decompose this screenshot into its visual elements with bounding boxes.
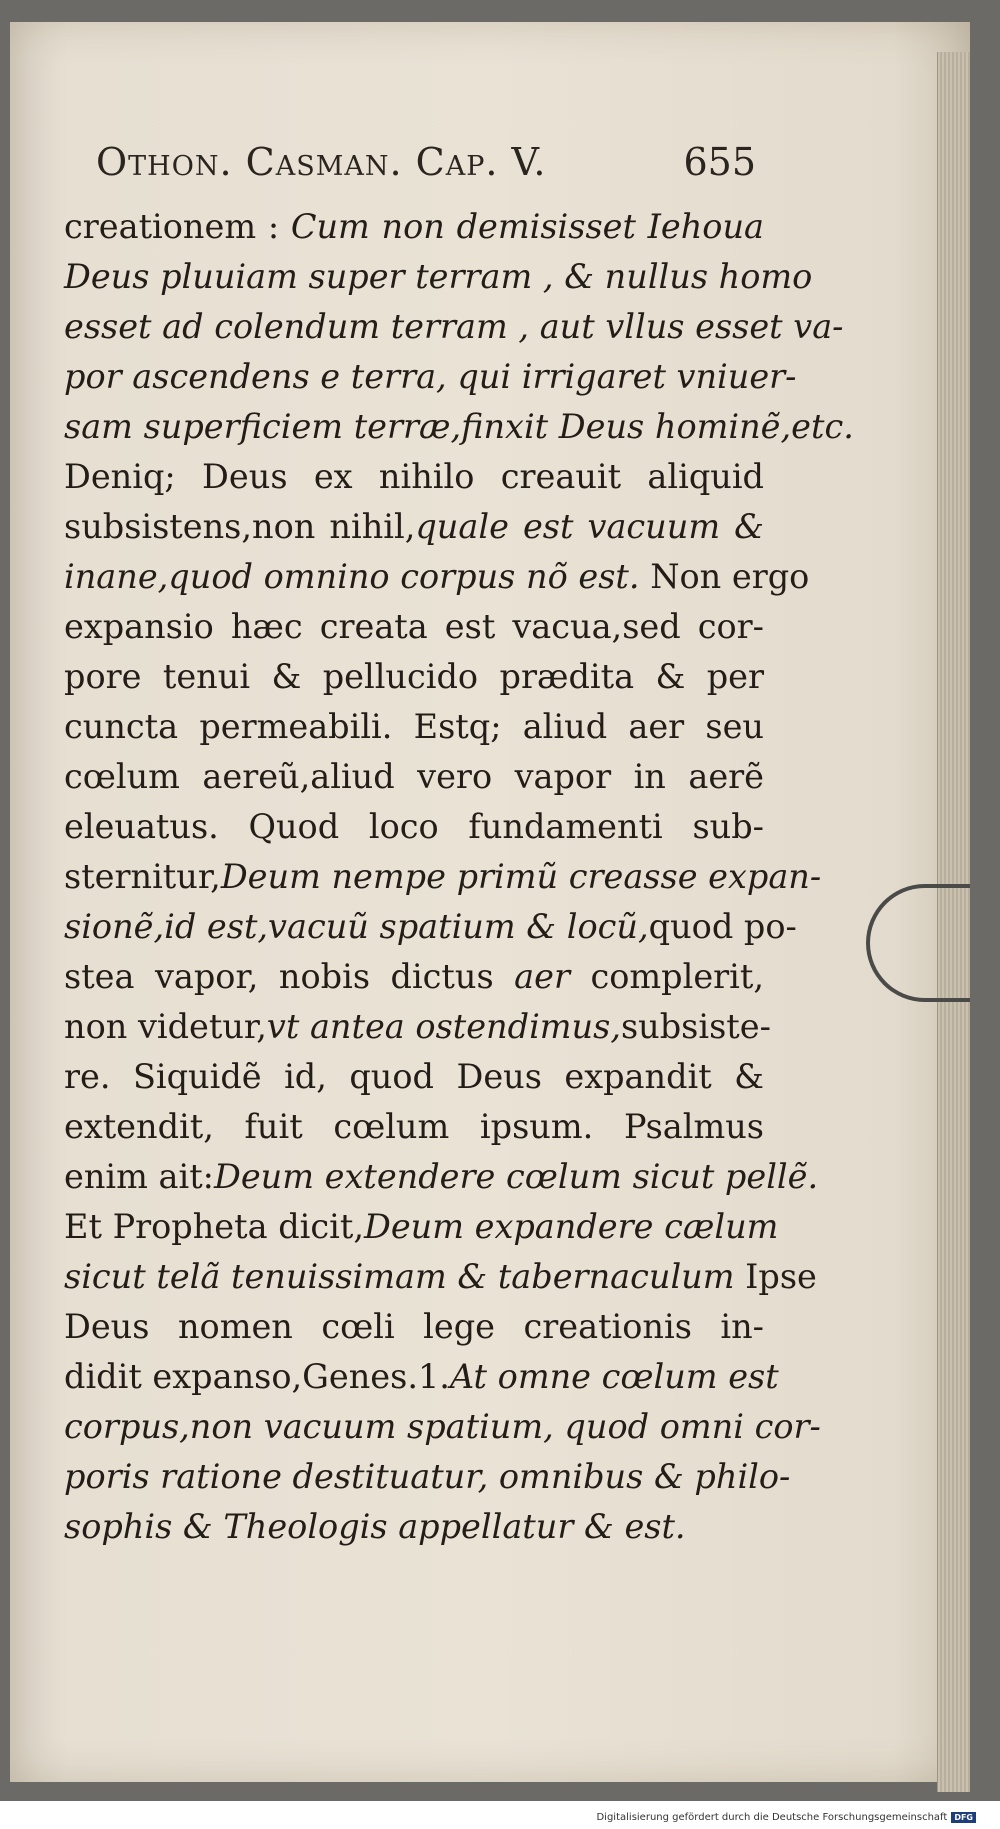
italic-text-segment: corpus,non vacuum spatium, quod omni cor- xyxy=(64,1407,821,1446)
roman-text-segment: expansio hæc creata est vacua,sed cor- xyxy=(64,607,764,646)
roman-text-segment: cœlum aereũ,aliud vero vapor in aerẽ xyxy=(64,757,764,796)
italic-text-segment: poris ratione destituatur, omnibus & philo- xyxy=(64,1457,791,1496)
text-line xyxy=(64,1302,764,1352)
text-line xyxy=(64,1402,821,1452)
text-line xyxy=(64,352,797,402)
roman-text-segment: extendit, fuit cœlum ipsum. Psalmus xyxy=(64,1107,764,1146)
roman-text-segment: Ipse xyxy=(734,1257,817,1296)
footer-bar xyxy=(0,1801,1000,1829)
roman-text-segment: pore tenui & pellucido prædita & per xyxy=(64,657,764,696)
book-page xyxy=(10,22,970,1782)
credit-text: Digitalisierung gefördert durch die Deutsche Forschungsgemeinschaft xyxy=(596,1812,948,1823)
text-line xyxy=(64,402,854,452)
text-line xyxy=(64,1002,771,1052)
text-line xyxy=(64,452,764,502)
italic-text-segment: sionẽ,id est,vacuũ spatium & locũ, xyxy=(64,907,649,946)
page-number: 655 xyxy=(683,140,756,184)
text-line xyxy=(64,1052,764,1102)
text-line xyxy=(64,252,813,302)
roman-text-segment: complerit, xyxy=(569,957,764,996)
text-line xyxy=(64,952,764,1002)
italic-text-segment: sophis & Theologis appellatur & est. xyxy=(64,1507,686,1546)
roman-text-segment: re. Siquidẽ id, quod Deus expandit & xyxy=(64,1057,764,1096)
roman-text-segment: cuncta permeabili. Estq; aliud aer seu xyxy=(64,707,764,746)
italic-text-segment: Deum nempe primũ creasse expan- xyxy=(220,857,822,896)
italic-text-segment: Deum expandere cælum xyxy=(363,1207,779,1246)
running-header xyxy=(96,140,756,184)
roman-text-segment: subsiste- xyxy=(620,1007,771,1046)
running-title: Othon. Casman. Cap. V. xyxy=(96,140,547,184)
roman-text-segment: enim ait: xyxy=(64,1157,214,1196)
text-line xyxy=(64,652,764,702)
text-line xyxy=(64,602,764,652)
italic-text-segment: At omne cœlum est xyxy=(449,1357,779,1396)
roman-text-segment: subsistens,non nihil, xyxy=(64,507,416,546)
italic-text-segment: sam superficiem terræ,finxit Deus hominẽ,etc. xyxy=(64,407,854,446)
roman-text-segment: Deus nomen cœli lege creationis in- xyxy=(64,1307,764,1346)
roman-text-segment: non videtur, xyxy=(64,1007,267,1046)
text-line xyxy=(64,852,822,902)
text-line xyxy=(64,1202,779,1252)
italic-text-segment: Deus pluuiam super terram , & nullus homo xyxy=(64,257,813,296)
roman-text-segment: eleuatus. Quod loco fundamenti sub- xyxy=(64,807,764,846)
text-line xyxy=(64,1502,764,1552)
roman-text-segment: Non ergo xyxy=(639,557,810,596)
text-line xyxy=(64,302,844,352)
italic-text-segment: quale est vacuum & xyxy=(415,507,764,546)
italic-text-segment: Deum extendere cœlum sicut pellẽ. xyxy=(213,1157,819,1196)
text-line xyxy=(64,802,764,852)
roman-text-segment: didit expanso,Genes.1. xyxy=(64,1357,450,1396)
digitization-credit xyxy=(596,1812,976,1823)
binding-clip xyxy=(866,884,970,1002)
roman-text-segment: stea vapor, nobis dictus xyxy=(64,957,515,996)
italic-text-segment: Cum non demisisset Iehoua xyxy=(290,207,765,246)
text-line xyxy=(64,1102,764,1152)
dfg-logo: DFG xyxy=(951,1812,976,1823)
italic-text-segment: inane,quod omnino corpus nõ est. xyxy=(64,557,640,596)
roman-text-segment: Et Propheta dicit, xyxy=(64,1207,364,1246)
text-line xyxy=(64,552,810,602)
roman-text-segment: Deniq; Deus ex nihilo creauit aliquid xyxy=(64,457,764,496)
text-line xyxy=(64,902,797,952)
text-line xyxy=(64,1352,779,1402)
italic-text-segment: esset ad colendum terram , aut vllus esset va- xyxy=(64,307,844,346)
text-line xyxy=(64,202,764,252)
text-line xyxy=(64,502,764,552)
text-line xyxy=(64,1452,791,1502)
italic-text-segment: por ascendens e terra, qui irrigaret vniuer- xyxy=(64,357,797,396)
text-line xyxy=(64,702,764,752)
italic-text-segment: aer xyxy=(514,957,570,996)
italic-text-segment: sicut telã tenuissimam & tabernaculum xyxy=(64,1257,735,1296)
body-text xyxy=(64,202,854,1552)
italic-text-segment: vt antea ostendimus, xyxy=(266,1007,621,1046)
text-line xyxy=(64,1152,819,1202)
text-line xyxy=(64,752,764,802)
roman-text-segment: quod po- xyxy=(648,907,797,946)
roman-text-segment: sternitur, xyxy=(64,857,221,896)
roman-text-segment: creationem : xyxy=(64,207,291,246)
text-line xyxy=(64,1252,817,1302)
